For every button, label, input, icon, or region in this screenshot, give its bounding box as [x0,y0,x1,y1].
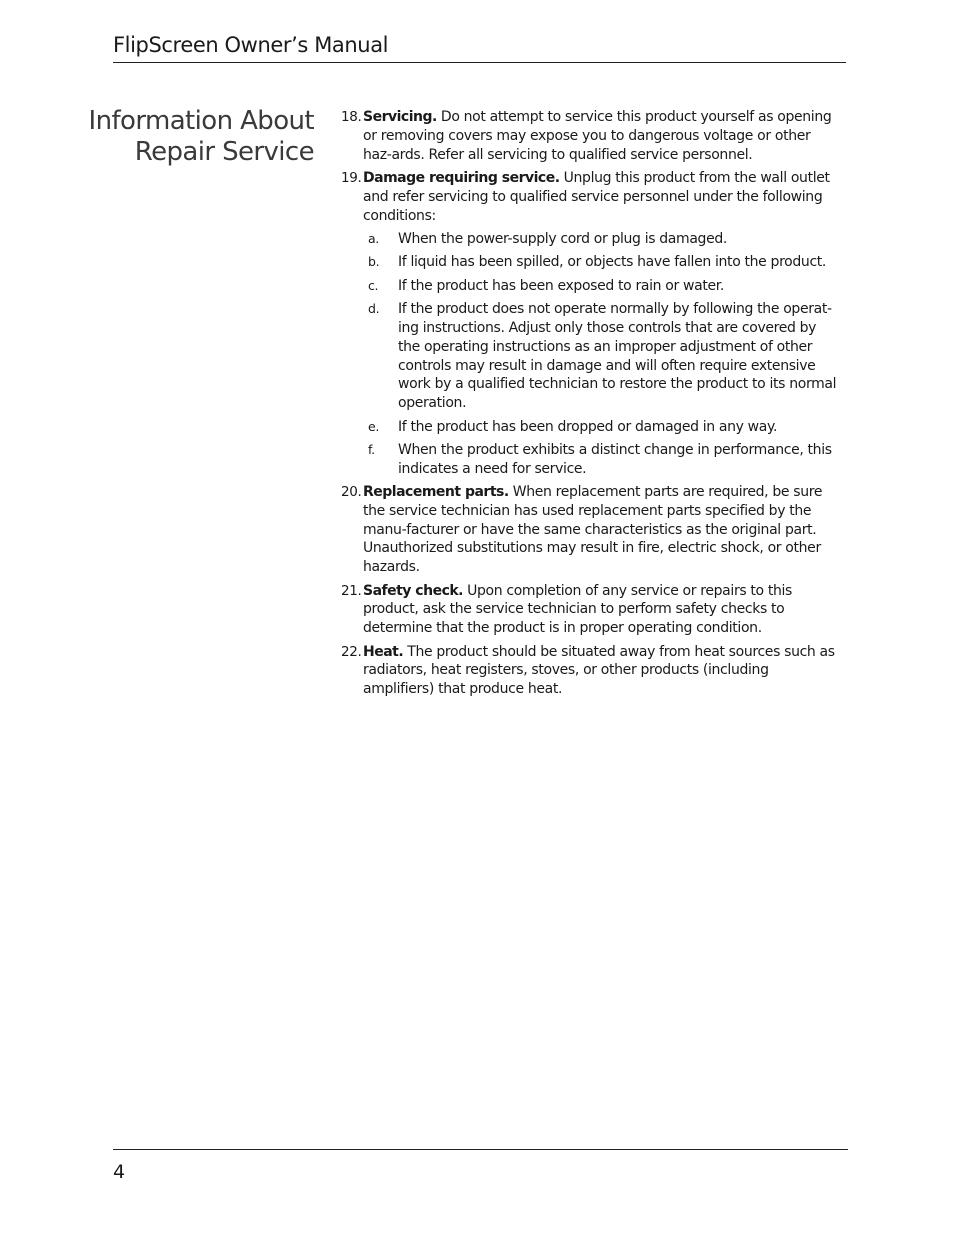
list-item-22 [341,643,841,699]
list-item-19 [341,169,841,479]
item-text: Do not attempt to service this product yourself as opening or removing covers may expose you to dangerous voltage or other haz-ards. Refer all servicing to qualified service personnel. [363,109,832,163]
running-header-title: FlipScreen Owner’s Manual [113,33,389,57]
list-item-18 [341,108,841,164]
sublist-text: When the power-supply cord or plug is damaged. [398,230,727,247]
sublist-text: If the product has been dropped or damaged in any way. [398,418,778,435]
sublist-text: When the product exhibits a distinct change in performance, this indicates a need for service. [398,441,832,477]
section-title: Information About Repair Service [88,106,314,167]
sublist-letter: e. [368,418,379,434]
item-text: Upon completion of any service or repairs to this product, ask the service technician to perform safety checks to determine that the product is in proper operating condition. [363,582,793,637]
item-lead: Replacement parts. [363,484,509,501]
item-number: 21. [341,582,362,599]
sublist-item-b [363,253,841,272]
list-item-21 [341,582,841,638]
item-text: The product should be situated away from heat sources such as radiators, heat registers, stoves, or other products (including amplifiers) that produce heat. [363,643,835,698]
item-number: 20. [341,484,362,501]
sublist-item-a [363,230,841,249]
condition-sublist [363,230,841,479]
item-lead: Damage requiring service. [363,169,560,186]
sublist-letter: f. [368,441,375,457]
sublist-letter: c. [368,277,379,293]
list-item-20 [341,483,841,577]
footer-rule [113,1149,848,1150]
page-number: 4 [113,1161,126,1183]
item-text: Unplug this product from the wall outlet and refer servicing to qualified service personnel under the following conditions: [363,169,830,224]
sublist-letter: b. [368,254,380,270]
item-number: 19. [341,169,362,186]
sublist-letter: a. [368,230,379,246]
sublist-text: If the product does not operate normally by following the operat-ing instructions. Adjust only those controls that are covered by the operating instructions as an improper adjustment of other controls may result in damage and will often require extensive work by a qualified technician to restore the product to its normal operation. [398,301,837,412]
sublist-text: If liquid has been spilled, or objects have fallen into the product. [398,254,827,271]
instruction-list [341,108,841,704]
item-lead: Servicing. [363,109,437,125]
sublist-item-c [363,277,841,296]
item-text: When replacement parts are required, be sure the service technician has used replacement parts specified by the manu-facturer or have the same characteristics as the original part. Unauthorized substitutions may result in fire, electric shock, or other hazards. [363,484,823,576]
sublist-text: If the product has been exposed to rain or water. [398,277,724,294]
item-number: 22. [341,643,362,660]
header-rule [113,62,846,63]
item-lead: Heat. [363,643,404,660]
sublist-item-e [363,418,841,437]
item-lead: Safety check. [363,582,463,599]
sublist-item-d [363,300,841,413]
item-number: 18. [341,109,362,125]
sublist-item-f [363,441,841,479]
sublist-letter: d. [368,301,380,317]
